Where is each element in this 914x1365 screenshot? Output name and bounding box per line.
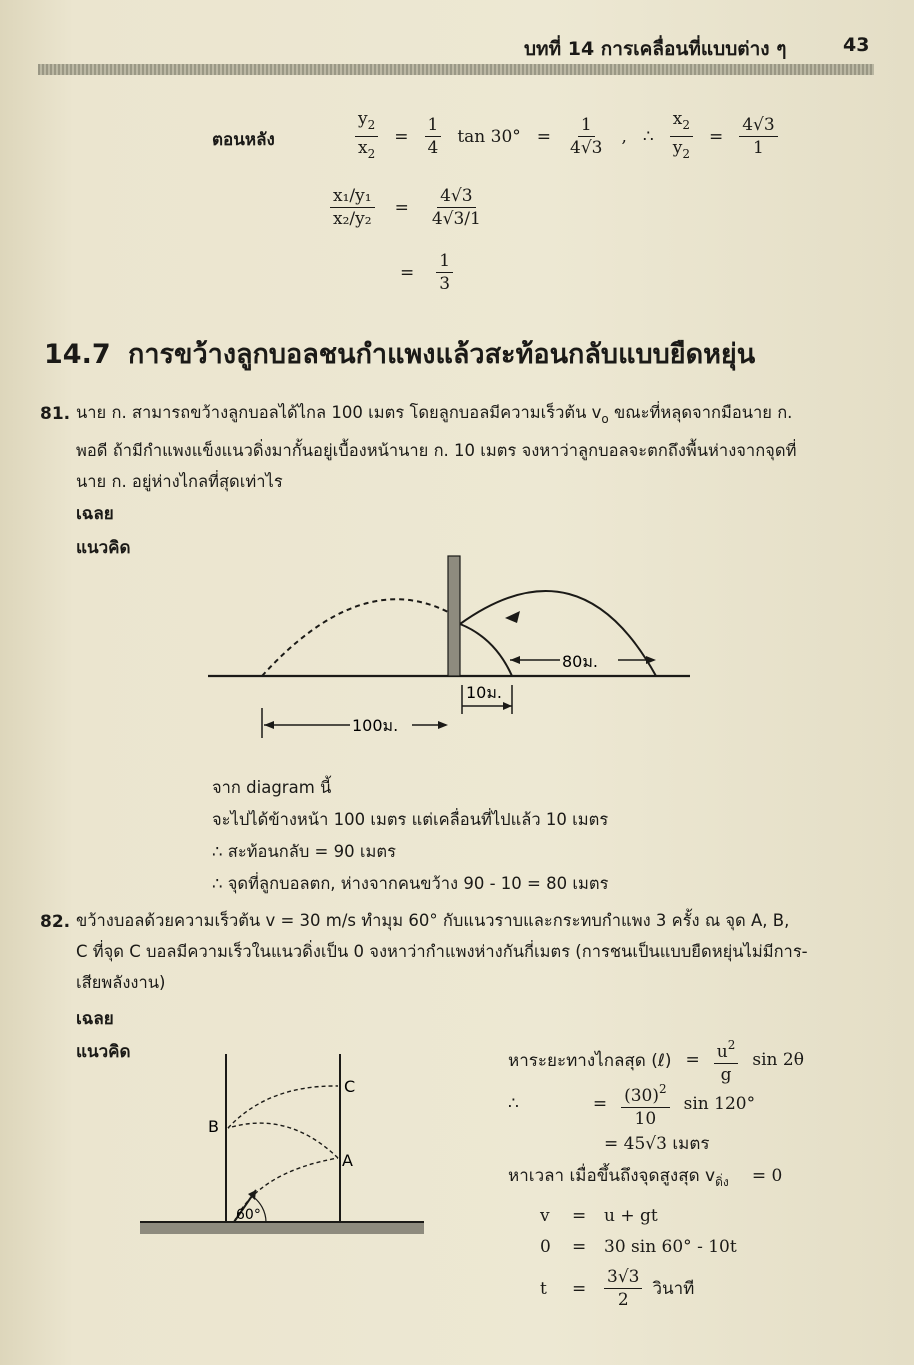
denominator: x xyxy=(358,138,368,158)
solution-line: จาก diagram นี้ xyxy=(212,778,332,797)
chapter-header: บทที่ 14 การเคลื่อนที่แบบต่าง ๆ xyxy=(524,38,787,60)
time-label: หาเวลา เมื่อขึ้นถึงจุดสูงสุด v xyxy=(508,1166,716,1186)
range-result: = 45√3 เมตร xyxy=(604,1134,710,1154)
numerator: x₁/y₁ xyxy=(330,185,375,208)
dashed-trajectory xyxy=(262,599,448,676)
arrow-head xyxy=(510,656,520,664)
fraction-one-third xyxy=(436,250,453,295)
arrow-head xyxy=(503,702,512,710)
numerator: 1 xyxy=(425,114,442,137)
wall xyxy=(448,556,460,676)
fraction-900-10 xyxy=(621,1078,670,1130)
arrow-head xyxy=(438,721,448,729)
numerator: u xyxy=(716,1042,728,1062)
sin-term: sin 2θ xyxy=(752,1050,804,1070)
numerator: 1 xyxy=(578,114,595,137)
point-C: C xyxy=(344,1077,356,1096)
question-line: C ที่จุด C บอลมีความเร็วในแนวดิ่งเป็น 0 จงหาว่ากำแพงห่างกันกี่เมตร (การชนเป็นแบบยืดหยุ่นไม่มีการ- xyxy=(76,942,808,961)
question-line: ขว้างบอลด้วยความเร็วต้น v = 30 m/s ทำมุม 60° กับแนวราบและกระทบกำแพง 3 ครั้ง ณ จุด A, B, xyxy=(76,911,790,930)
subscript: o xyxy=(601,412,609,426)
diagram-wall-bounce xyxy=(200,548,700,748)
denominator: 4√3/1 xyxy=(431,209,481,229)
equals-sign: = xyxy=(572,1278,587,1299)
line-text: นาย ก. สามารถขว้างลูกบอลได้ไกล 100 เมตร โดยลูกบอลมีความเร็วต้น v xyxy=(76,403,602,422)
after-label: ตอนหลัง xyxy=(212,130,275,150)
answer-label: เฉลย xyxy=(76,504,114,524)
rebound-trajectory xyxy=(460,591,656,676)
fraction-y2-x2 xyxy=(355,108,378,165)
numerator: y xyxy=(358,109,368,129)
denominator: 4√3 xyxy=(570,138,603,158)
fraction-ratios xyxy=(330,185,375,230)
sin-term: sin 120° xyxy=(683,1094,756,1114)
equals-sign: = xyxy=(394,126,409,147)
denominator: 3 xyxy=(439,274,451,294)
idea-label: แนวคิด xyxy=(76,1042,131,1062)
q81-solution xyxy=(212,772,608,900)
lhs: t xyxy=(540,1278,547,1299)
arrow-head xyxy=(264,721,274,729)
line-text: ขณะที่หลุดจากมือนาย ก. xyxy=(614,403,793,422)
ground-hatch xyxy=(140,1222,424,1234)
lhs: 0 xyxy=(540,1237,551,1257)
section-number: 14.7 xyxy=(44,339,111,370)
answer-label: เฉลย xyxy=(76,1009,114,1029)
therefore-symbol: ∴ xyxy=(642,126,654,147)
section-title: การขว้างลูกบอลชนกำแพงแล้วสะท้อนกลับแบบยืดหยุ่น xyxy=(128,339,756,370)
comma: , xyxy=(621,126,627,147)
rhs: 30 sin 60° - 10t xyxy=(604,1237,737,1257)
point-A: A xyxy=(342,1151,353,1170)
fraction-values xyxy=(429,185,484,230)
numerator: 1 xyxy=(436,250,453,273)
arrow-head xyxy=(505,611,520,623)
short-trajectory xyxy=(460,624,512,676)
time-rhs: = 0 xyxy=(751,1166,783,1186)
numerator: (30) xyxy=(624,1086,659,1106)
question-line: พอดี ถ้ามีกำแพงแข็งแนวดิ่งมากั้นอยู่เบื้องหน้านาย ก. 10 เมตร จงหาว่าลูกบอลจะตกถึงพื้นห่างจากจุดที่ xyxy=(76,441,797,460)
fraction-x2-y2 xyxy=(670,108,693,165)
idea-label: แนวคิด xyxy=(76,538,131,558)
question-number: 82. xyxy=(40,912,71,932)
tan-term: tan 30° xyxy=(457,126,521,147)
question-82-text xyxy=(76,905,886,998)
question-81-text xyxy=(76,397,876,497)
equals-sign: = xyxy=(400,262,415,283)
eq-line-1 xyxy=(540,1206,658,1226)
denominator: 4 xyxy=(427,138,439,158)
label-100m: 100ม. xyxy=(352,716,399,735)
range-substitution xyxy=(508,1078,755,1130)
denominator: g xyxy=(720,1065,732,1085)
denominator: 2 xyxy=(617,1290,629,1310)
numerator: x xyxy=(672,109,683,129)
question-line: เสียพลังงาน) xyxy=(76,973,166,992)
equals-sign: = xyxy=(572,1237,587,1257)
numerator: 4√3 xyxy=(739,114,777,137)
equation-compare xyxy=(330,185,484,230)
fraction-4root3-over-1 xyxy=(739,114,777,159)
solution-line: ∴ สะท้อนกลับ = 90 เมตร xyxy=(212,842,396,861)
superscript: 2 xyxy=(727,1038,736,1052)
trajectory-to-C xyxy=(228,1086,338,1128)
superscript: 2 xyxy=(658,1082,667,1096)
trajectory-to-B xyxy=(228,1123,338,1158)
range-label: หาระยะทางไกลสุด (ℓ) xyxy=(508,1050,672,1071)
unit-seconds: วินาที xyxy=(652,1279,695,1299)
equation-ratio xyxy=(355,108,778,165)
angle-label: 60° xyxy=(236,1207,261,1223)
eq-line-2 xyxy=(540,1237,737,1257)
subscript: 2 xyxy=(682,147,690,161)
denominator: x₂/y₂ xyxy=(333,209,372,229)
rhs: u + gt xyxy=(604,1206,658,1226)
fraction-1-over-4root3 xyxy=(567,114,605,159)
page-number: 43 xyxy=(843,34,870,56)
fraction-one-quarter xyxy=(425,114,442,159)
label-10m: 10ม. xyxy=(466,683,502,702)
time-heading xyxy=(508,1162,782,1192)
question-number: 81. xyxy=(40,404,71,424)
question-line xyxy=(76,397,876,435)
section-heading xyxy=(44,332,755,375)
point-B: B xyxy=(208,1117,219,1136)
numerator: 4√3 xyxy=(437,185,475,208)
equals-sign: = xyxy=(685,1050,700,1070)
label-80m: 80ม. xyxy=(562,652,598,671)
subscript: ดิ่ง xyxy=(715,1175,729,1189)
subscript: 2 xyxy=(367,147,376,161)
solution-line: จะไปได้ข้างหน้า 100 เมตร แต่เคลื่อนที่ไปแล้ว 10 เมตร xyxy=(212,810,609,829)
equals-sign: = xyxy=(708,126,724,147)
solution-line: ∴ จุดที่ลูกบอลตก, ห่างจากคนขว้าง 90 - 10 = 80 เมตร xyxy=(212,874,609,893)
diagram-two-walls xyxy=(138,1050,438,1250)
equals-sign: = xyxy=(394,197,409,218)
equation-result xyxy=(400,250,453,295)
header-rule xyxy=(38,64,874,75)
subscript: 2 xyxy=(367,118,376,132)
numerator: 3√3 xyxy=(604,1266,642,1289)
equals-sign: = xyxy=(572,1206,587,1226)
denominator: 1 xyxy=(753,138,764,158)
fraction-3root3-2 xyxy=(604,1266,642,1311)
arrow-head xyxy=(646,656,656,664)
therefore-symbol: ∴ xyxy=(508,1094,519,1114)
subscript: 2 xyxy=(682,118,690,132)
lhs: v xyxy=(540,1206,550,1226)
eq-line-3 xyxy=(540,1266,694,1311)
denominator: y xyxy=(672,138,683,158)
equals-sign: = xyxy=(592,1094,608,1114)
equals-sign: = xyxy=(536,126,552,147)
question-line: นาย ก. อยู่ห่างไกลที่สุดเท่าไร xyxy=(76,472,283,491)
denominator: 10 xyxy=(634,1109,657,1129)
